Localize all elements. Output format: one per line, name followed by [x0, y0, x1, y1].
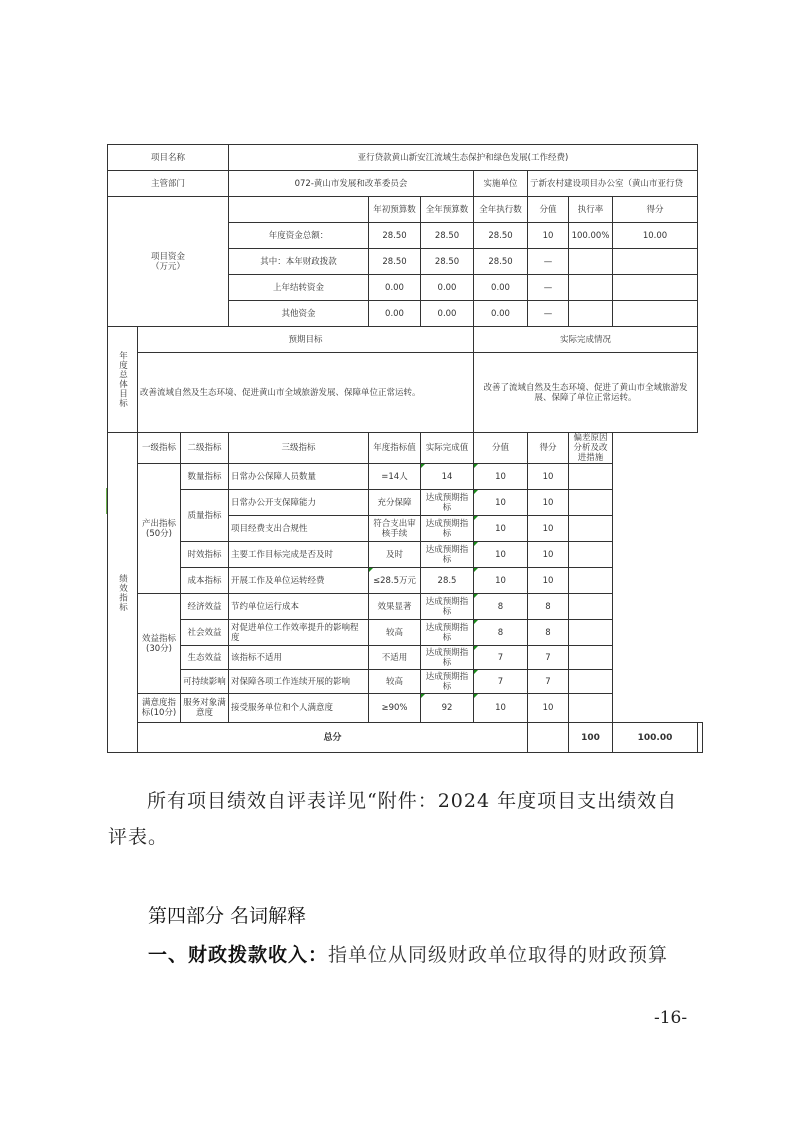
perf-row	[108, 670, 703, 694]
perf-note	[569, 620, 613, 646]
impl-unit-value: 亍新农村建设项目办公室（黄山市亚行贷	[528, 171, 698, 197]
total-row	[108, 723, 703, 753]
perf-weight: 10	[474, 516, 528, 542]
perf-header-note: 偏差原因分析及改进措施	[569, 433, 613, 464]
perf-l2: 经济效益	[181, 594, 229, 620]
perf-actual: 达成预期指标	[421, 594, 474, 620]
actual-goal-header: 实际完成情况	[474, 327, 698, 353]
impl-unit-label: 实施单位	[474, 171, 528, 197]
perf-header-l2: 二级指标	[181, 433, 229, 464]
funds-header-row	[108, 197, 703, 223]
perf-score: 10	[528, 464, 569, 490]
perf-actual: 达成预期指标	[421, 670, 474, 694]
perf-note	[569, 646, 613, 670]
funds-row-init: 28.50	[369, 223, 421, 249]
section-title: 第四部分 名词解释	[148, 905, 307, 927]
perf-note	[569, 594, 613, 620]
level1-satisfaction: 满意度指标(10分)	[138, 694, 181, 723]
perf-weight: 7	[474, 646, 528, 670]
total-weight: 100	[569, 723, 613, 753]
perf-actual: 达成预期指标	[421, 646, 474, 670]
perf-weight: 10	[474, 568, 528, 594]
perf-indicators-label: 绩效指标	[108, 433, 138, 753]
perf-l3: 对保障各项工作连续开展的影响	[229, 670, 369, 694]
perf-note	[569, 694, 613, 723]
level1-output: 产出指标 (50分)	[138, 464, 181, 594]
perf-target: 较高	[369, 620, 421, 646]
funds-row-weight: —	[528, 301, 569, 327]
perf-row	[108, 490, 703, 516]
perf-actual: 达成预期指标	[421, 490, 474, 516]
perf-header-l1: 一级指标	[138, 433, 181, 464]
perf-weight: 7	[474, 670, 528, 694]
perf-l2: 生态效益	[181, 646, 229, 670]
perf-target: ≥90%	[369, 694, 421, 723]
funds-row-annual: 0.00	[421, 275, 474, 301]
funds-header-rate: 执行率	[569, 197, 613, 223]
funds-row-rate	[569, 301, 613, 327]
perf-target: 较高	[369, 670, 421, 694]
dept-row	[108, 171, 703, 197]
perf-l2: 服务对象满意度	[181, 694, 229, 723]
perf-header-weight: 分值	[474, 433, 528, 464]
level1-benefit: 效益指标 (30分)	[138, 594, 181, 694]
perf-weight: 10	[474, 694, 528, 723]
perf-header-l3: 三级指标	[229, 433, 369, 464]
perf-actual: 达成预期指标	[421, 620, 474, 646]
perf-l3: 主要工作目标完成是否及时	[229, 542, 369, 568]
funds-header-weight: 分值	[528, 197, 569, 223]
total-label: 总分	[138, 723, 528, 753]
total-blank	[528, 723, 569, 753]
funds-row-label: 其中：本年财政拨款	[229, 249, 369, 275]
perf-target: 不适用	[369, 646, 421, 670]
perf-actual: 14	[421, 464, 474, 490]
perf-weight: 8	[474, 594, 528, 620]
perf-header-actual: 实际完成值	[421, 433, 474, 464]
perf-row	[108, 694, 703, 723]
performance-self-evaluation-table	[107, 144, 703, 753]
funds-row-score: 10.00	[613, 223, 698, 249]
perf-note	[569, 490, 613, 516]
funds-header-blank	[229, 197, 369, 223]
perf-row	[108, 542, 703, 568]
definition-item	[148, 940, 668, 967]
perf-note	[569, 568, 613, 594]
funds-row-label: 其他资金	[229, 301, 369, 327]
perf-row	[108, 464, 703, 490]
expected-goal-header: 预期目标	[138, 327, 474, 353]
total-score: 100.00	[613, 723, 698, 753]
perf-row	[108, 568, 703, 594]
perf-l3: 日常办公开支保障能力	[229, 490, 369, 516]
funds-row-score	[613, 249, 698, 275]
funds-row-score	[613, 275, 698, 301]
perf-row	[108, 646, 703, 670]
perf-actual: 92	[421, 694, 474, 723]
attachment-note-line2: 评表。	[108, 826, 169, 848]
funds-row-rate: 100.00%	[569, 223, 613, 249]
perf-score: 10	[528, 490, 569, 516]
perf-l3: 该指标不适用	[229, 646, 369, 670]
perf-l3: 对促进单位工作效率提升的影响程度	[229, 620, 369, 646]
funds-row-weight: —	[528, 275, 569, 301]
funds-row-weight: —	[528, 249, 569, 275]
perf-row	[108, 620, 703, 646]
perf-target: =14人	[369, 464, 421, 490]
funds-header-exec: 全年执行数	[474, 197, 528, 223]
attachment-note-line1: 所有项目绩效自评表详见“附件：2024 年度项目支出绩效自	[147, 790, 678, 812]
project-name-value: 亚行贷款黄山新安江流域生态保护和绿色发展(工作经费)	[229, 145, 698, 171]
funds-row-score	[613, 301, 698, 327]
perf-header-row	[108, 433, 703, 464]
funds-row-exec: 28.50	[474, 223, 528, 249]
perf-score: 10	[528, 516, 569, 542]
perf-l2: 数量指标	[181, 464, 229, 490]
funds-row-annual: 28.50	[421, 223, 474, 249]
perf-score: 8	[528, 620, 569, 646]
perf-l2: 时效指标	[181, 542, 229, 568]
total-note	[698, 723, 703, 753]
expected-goal-text: 改善流域自然及生态环境、促进黄山市全域旅游发展、保障单位正常运转。	[138, 353, 474, 433]
perf-target: 效果显著	[369, 594, 421, 620]
perf-l3: 节约单位运行成本	[229, 594, 369, 620]
perf-l3: 项目经费支出合规性	[229, 516, 369, 542]
funds-header-init: 年初预算数	[369, 197, 421, 223]
funds-row-weight: 10	[528, 223, 569, 249]
perf-note	[569, 542, 613, 568]
dept-label: 主管部门	[108, 171, 229, 197]
funds-label: 项目资金 （万元）	[108, 197, 229, 327]
funds-row-annual: 28.50	[421, 249, 474, 275]
perf-score: 8	[528, 594, 569, 620]
perf-weight: 10	[474, 464, 528, 490]
dept-value: 072-黄山市发展和改革委员会	[229, 171, 474, 197]
goal-header-row	[108, 327, 703, 353]
funds-row-label: 年度资金总额：	[229, 223, 369, 249]
funds-row-exec: 0.00	[474, 301, 528, 327]
funds-row-annual: 0.00	[421, 301, 474, 327]
goal-content-row	[108, 353, 703, 433]
perf-score: 7	[528, 670, 569, 694]
definition-term: 一、财政拨款收入：	[148, 944, 329, 966]
perf-score: 10	[528, 568, 569, 594]
perf-note	[569, 464, 613, 490]
funds-row-init: 0.00	[369, 275, 421, 301]
perf-score: 10	[528, 694, 569, 723]
perf-row	[108, 594, 703, 620]
perf-target: 充分保障	[369, 490, 421, 516]
perf-target: 符合支出审核手续	[369, 516, 421, 542]
funds-row-exec: 0.00	[474, 275, 528, 301]
perf-target: ≤28.5万元	[369, 568, 421, 594]
perf-header-score: 得分	[528, 433, 569, 464]
project-name-row	[108, 145, 703, 171]
funds-row-exec: 28.50	[474, 249, 528, 275]
funds-row-init: 0.00	[369, 301, 421, 327]
perf-l3: 接受服务单位和个人满意度	[229, 694, 369, 723]
perf-l2: 社会效益	[181, 620, 229, 646]
perf-weight: 10	[474, 490, 528, 516]
funds-row-label: 上年结转资金	[229, 275, 369, 301]
perf-l2: 可持续影响	[181, 670, 229, 694]
perf-actual: 28.5	[421, 568, 474, 594]
funds-header-annual: 全年预算数	[421, 197, 474, 223]
perf-weight: 8	[474, 620, 528, 646]
perf-note	[569, 516, 613, 542]
perf-note	[569, 670, 613, 694]
perf-weight: 10	[474, 542, 528, 568]
perf-l3: 日常办公保障人员数量	[229, 464, 369, 490]
actual-goal-text: 改善了流域自然及生态环境、促进了黄山市全域旅游发展、保障了单位正常运转。	[474, 353, 698, 433]
perf-target: 及时	[369, 542, 421, 568]
perf-l2: 成本指标	[181, 568, 229, 594]
perf-actual: 达成预期指标	[421, 542, 474, 568]
perf-score: 10	[528, 542, 569, 568]
page-number: -16-	[654, 1008, 688, 1028]
perf-l2: 质量指标	[181, 490, 229, 542]
perf-l3: 开展工作及单位运转经费	[229, 568, 369, 594]
funds-row-rate	[569, 249, 613, 275]
funds-row-rate	[569, 275, 613, 301]
funds-header-score: 得分	[613, 197, 698, 223]
annual-goal-label: 年度总体目标	[108, 327, 138, 433]
project-name-label: 项目名称	[108, 145, 229, 171]
definition-text: 指单位从同级财政单位取得的财政预算	[328, 944, 669, 966]
funds-row-init: 28.50	[369, 249, 421, 275]
perf-score: 7	[528, 646, 569, 670]
perf-header-target: 年度指标值	[369, 433, 421, 464]
perf-actual: 达成预期指标	[421, 516, 474, 542]
